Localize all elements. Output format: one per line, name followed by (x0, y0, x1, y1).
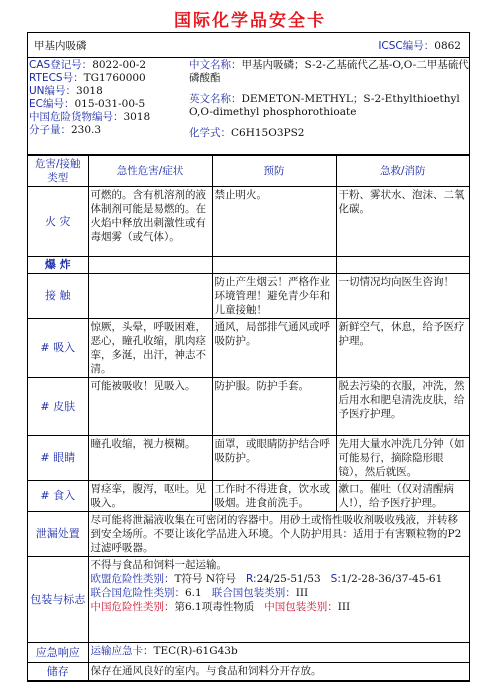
cas-number: CAS登记号：8022-00-2 (29, 59, 147, 71)
pack-un-class: 联合国危险性类别：6.1 联合国包装类别：III (90, 587, 309, 599)
pack-cn-class: 中国危险性类别：第6.1项毒性物质 中国包装类别：III (90, 601, 351, 613)
row-hazard: 瞳孔收缩，视力模糊。 (88, 436, 212, 481)
header-prevention: 预防 (212, 156, 336, 187)
card-title: 国际化学品安全卡 (174, 11, 326, 31)
header-first-aid: 急救/消防 (336, 156, 469, 187)
row-first-aid: 干粉、雾状水、泡沫、二氧化碳。 (336, 187, 469, 257)
table-row (28, 436, 469, 481)
row-hazard: 胃痉挛，腹泻，呕吐。见吸入。 (88, 481, 212, 512)
pack-eu-class: 欧盟危险性类别：T符号 N符号 R:24/25-51/53 S:1/2-28-36/37-45-61 (90, 573, 443, 585)
table-row (28, 257, 469, 274)
row-hazard (88, 257, 212, 274)
pack-text (88, 557, 469, 643)
icsc-number: ICSC编号：0862 (378, 40, 461, 52)
row-prevention: 防止产生烟云！严格作业环境管理！避免青少年和儿童接触！ (212, 274, 336, 319)
row-type: 火 灾 (28, 187, 88, 257)
row-type: # 食入 (28, 481, 88, 512)
table-header (28, 156, 469, 187)
row-first-aid: 一切情况均向医生咨询！ (336, 274, 469, 319)
row-hazard: 可能被吸收！见吸入。 (88, 378, 212, 436)
pack-label: 包装与标志 (28, 557, 88, 643)
storage-label: 储存 (28, 663, 88, 681)
chinese-name: 中文名称：甲基内吸磷；S-2-乙基硫代乙基-O,O-二甲基硫代磷酸酯 (189, 59, 469, 84)
un-number: UN编号：3018 (29, 85, 103, 97)
spill-label: 泄漏处置 (28, 512, 88, 557)
row-first-aid: 脱去污染的衣服，冲洗，然后用水和肥皂清洗皮肤，给予医疗护理。 (336, 378, 469, 436)
table-row (28, 378, 469, 436)
row-prevention: 防护服。防护手套。 (212, 378, 336, 436)
emergency-row (28, 643, 469, 663)
safety-card (27, 32, 470, 682)
row-first-aid (336, 257, 469, 274)
row-prevention: 禁止明火。 (212, 187, 336, 257)
row-prevention: 工作时不得进食，饮水或吸烟。进食前洗手。 (212, 481, 336, 512)
row-type: # 皮肤 (28, 378, 88, 436)
name-row (28, 33, 469, 58)
emergency-text: 运输应急卡：TEC(R)-61G43b (88, 643, 469, 663)
row-prevention (212, 257, 336, 274)
storage-row (28, 663, 469, 681)
rtecs-number: RTECS号：TG1760000 (29, 72, 146, 84)
row-first-aid: 漱口。催吐（仅对清醒病人!），给予医疗护理。 (336, 481, 469, 512)
header-hazard: 急性危害/症状 (88, 156, 212, 187)
spill-row (28, 512, 469, 557)
names-block (189, 59, 469, 140)
row-hazard: 惊厥，头晕，呼吸困难，恶心，瞳孔收缩，肌肉痉挛，多涎，出汗，神志不清。 (88, 319, 212, 378)
identifiers-list (29, 59, 189, 137)
chemical-name: 甲基内吸磷 (34, 40, 87, 52)
row-first-aid: 先用大量水冲洗几分钟（如可能易行，摘除隐形眼镜），然后就医。 (336, 436, 469, 481)
pack-row (28, 557, 469, 643)
molecular-weight: 分子量：230.3 (29, 124, 102, 136)
header-type: 危害/接触类型 (28, 156, 88, 187)
row-type: 爆 炸 (28, 257, 88, 274)
chemical-formula: 化学式：C6H15O3PS2 (189, 127, 305, 139)
hazard-table (28, 155, 469, 681)
row-prevention: 通风，局部排气通风或呼吸防护。 (212, 319, 336, 378)
table-row (28, 481, 469, 512)
identification-block (28, 58, 469, 155)
row-type: 接 触 (28, 274, 88, 319)
row-first-aid: 新鲜空气，休息，给予医疗护理。 (336, 319, 469, 378)
table-row (28, 187, 469, 257)
danger-goods-number: 中国危险货物编号：3018 (29, 111, 151, 123)
row-prevention: 面罩，或眼睛防护结合呼吸防护。 (212, 436, 336, 481)
row-hazard: 可燃的。含有机溶剂的液体制剂可能是易燃的。在火焰中释放出刺激性或有毒烟雾（或气体）。 (88, 187, 212, 257)
table-row (28, 319, 469, 378)
emergency-label: 应急响应 (28, 643, 88, 663)
ec-number: EC编号：015-031-00-5 (29, 98, 146, 110)
pack-line-1: 不得与食品和饲料一起运输。 (90, 559, 227, 571)
row-type: # 吸入 (28, 319, 88, 378)
storage-text: 保存在通风良好的室内。与食品和饲料分开存放。 (88, 663, 469, 681)
spill-text: 尽可能将泄漏液收集在可密闭的容器中。用砂土或惰性吸收剂吸收残液，并转移到安全场所。不要让该化学品进入环境。个人防护用具：适用于有害颗粒物的P2过滤呼吸器。 (88, 512, 469, 557)
row-hazard (88, 274, 212, 319)
english-name: 英文名称：DEMETON-METHYL；S-2-Ethylthioethyl O,O-dimethyl phosphorothioate (189, 93, 460, 118)
row-type: # 眼睛 (28, 436, 88, 481)
table-row (28, 274, 469, 319)
